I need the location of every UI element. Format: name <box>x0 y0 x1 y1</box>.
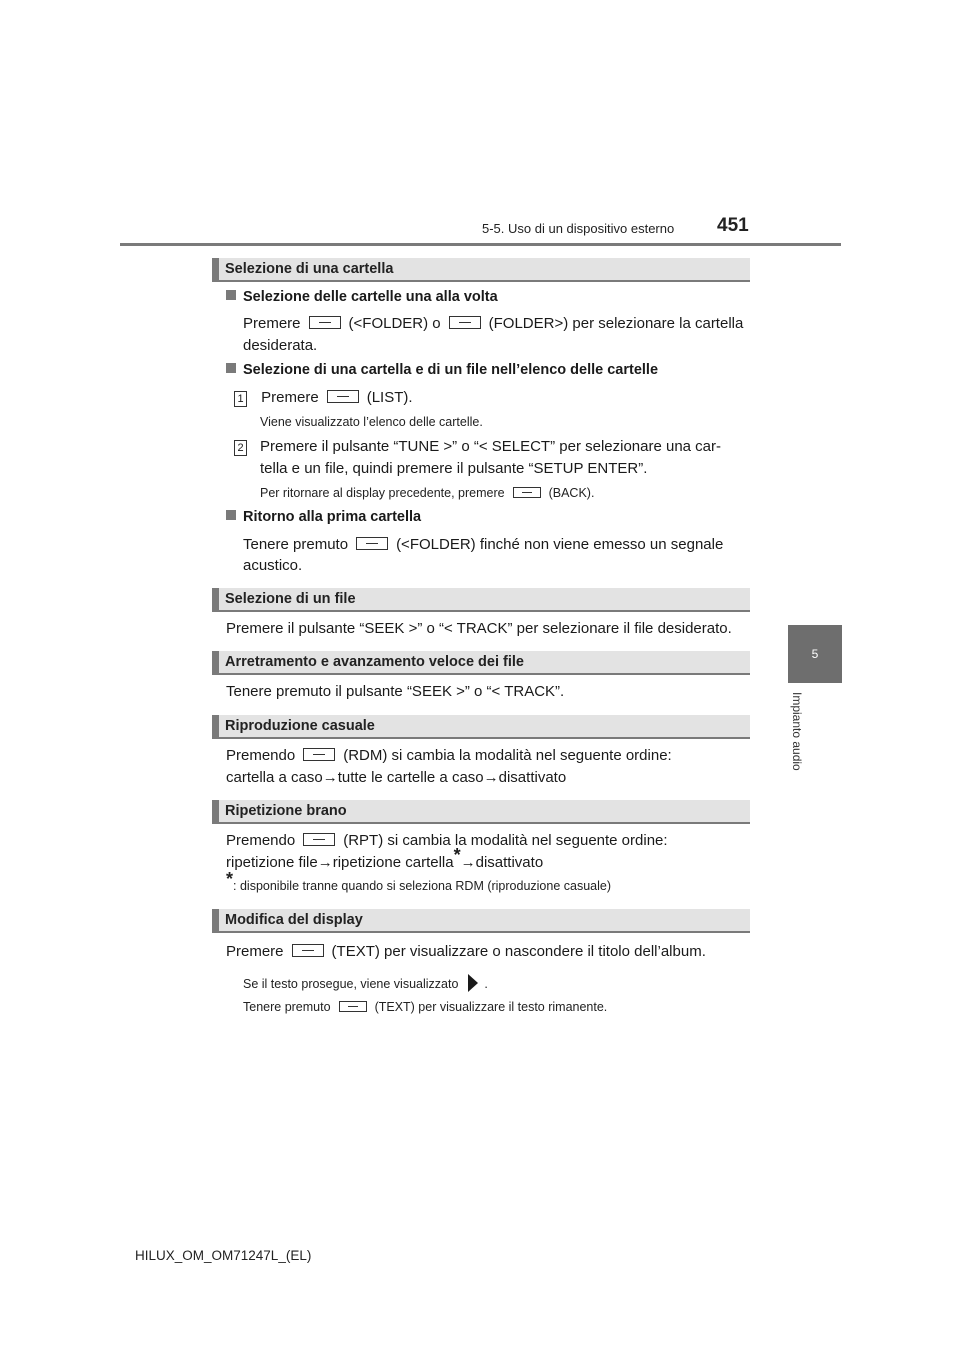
step-2-line-2: tella e un file, quindi premere il pulsante “SETUP ENTER”. <box>260 460 648 477</box>
bullet-square-icon <box>226 290 236 300</box>
text: Premere <box>243 315 301 332</box>
text: →disattivato <box>460 854 544 871</box>
paragraph-random-order: cartella a caso→tutte le cartelle a caso→disattivato <box>226 769 567 786</box>
chapter-label: Impianto audio <box>790 692 804 771</box>
document-code: HILUX_OM_OM71247L_(EL) <box>135 1248 312 1263</box>
button-icon <box>327 390 359 403</box>
step-2-note <box>260 486 594 500</box>
display-note-2 <box>243 1000 607 1014</box>
section-heading-folder: Selezione di una cartella <box>212 258 750 282</box>
button-icon <box>449 316 481 329</box>
text: Premendo <box>226 832 296 849</box>
display-note-1 <box>243 974 488 992</box>
button-icon <box>303 748 335 761</box>
header-rule <box>120 243 841 246</box>
paragraph-display <box>226 941 706 963</box>
step-number: 2 <box>234 440 247 456</box>
text: Tenere premuto <box>243 536 349 553</box>
paragraph-first-folder <box>243 534 746 556</box>
step-1-note: Viene visualizzato l’elenco delle cartelle. <box>260 415 483 429</box>
text: (RDM) si cambia la modalità nel seguente ordine: <box>343 747 672 764</box>
text: (LIST). <box>366 389 413 406</box>
button-icon <box>356 537 388 550</box>
step-2-number-wrap <box>234 436 247 458</box>
chapter-tab: 5 <box>788 625 842 683</box>
text: (FOLDER>) per selezionare la cartella <box>488 315 744 332</box>
text: Per ritornare al display precedente, premere <box>260 486 505 500</box>
paragraph-fast-forward: Tenere premuto il pulsante “SEEK >” o “< TRACK”. <box>226 683 565 700</box>
text: (<FOLDER) finché non viene emesso un segnale <box>396 536 724 553</box>
bullet-square-icon <box>226 363 236 373</box>
footnote-mark: * <box>226 869 234 889</box>
text: (TEXT) per visualizzare o nascondere il titolo dell’album. <box>331 943 706 960</box>
paragraph-repeat-order <box>226 845 544 874</box>
step-1 <box>234 387 413 409</box>
subheading-one-at-a-time <box>226 289 498 305</box>
section-heading-fast-forward: Arretramento e avanzamento veloce dei file <box>212 651 750 675</box>
play-arrow-icon <box>468 974 478 992</box>
subheading-folder-list <box>226 362 658 378</box>
paragraph-first-folder-cont: acustico. <box>243 557 303 574</box>
subheading-text: Selezione delle cartelle una alla volta <box>243 289 498 305</box>
paragraph-folder-select-cont: desiderata. <box>243 337 318 354</box>
text: Premere <box>261 389 319 406</box>
bullet-square-icon <box>226 510 236 520</box>
text: (BACK). <box>548 486 595 500</box>
text: Premere <box>226 943 284 960</box>
step-number: 1 <box>234 391 247 407</box>
step-2-line-1: Premere il pulsante “TUNE >” o “< SELECT” per selezionare una car- <box>260 438 722 455</box>
subheading-text: Ritorno alla prima cartella <box>243 509 422 525</box>
button-icon <box>292 944 324 957</box>
footnote <box>226 869 612 894</box>
section-heading-display: Modifica del display <box>212 909 750 933</box>
paragraph-file-select: Premere il pulsante “SEEK >” o “< TRACK” per selezionare il file desiderato. <box>226 620 732 637</box>
text: (<FOLDER) o <box>348 315 441 332</box>
subheading-text: Selezione di una cartella e di un file nell’elenco delle cartelle <box>243 362 659 378</box>
text: Se il testo prosegue, viene visualizzato <box>243 977 459 991</box>
button-icon <box>513 487 541 498</box>
button-icon <box>309 316 341 329</box>
button-icon <box>339 1001 367 1012</box>
paragraph-repeat <box>226 830 668 852</box>
text: ripetizione file→ripetizione cartella <box>226 854 454 871</box>
page-number: 451 <box>717 215 749 236</box>
section-heading-file: Selezione di un file <box>212 588 750 612</box>
text: (RPT) si cambia la modalità nel seguente ordine: <box>343 832 668 849</box>
paragraph-folder-select <box>243 313 746 335</box>
footnote-mark: * <box>453 845 461 865</box>
text: Tenere premuto <box>243 1000 331 1014</box>
section-title: 5-5. Uso di un dispositivo esterno <box>482 221 675 236</box>
paragraph-random <box>226 745 672 767</box>
button-icon <box>303 833 335 846</box>
text: Premendo <box>226 747 296 764</box>
text: (TEXT) per visualizzare il testo rimanente. <box>374 1000 608 1014</box>
section-heading-random: Riproduzione casuale <box>212 715 750 739</box>
section-heading-repeat: Ripetizione brano <box>212 800 750 824</box>
subheading-first-folder <box>226 509 421 525</box>
text: : disponibile tranne quando si seleziona RDM (riproduzione casuale) <box>233 879 612 894</box>
text: . <box>484 977 488 991</box>
